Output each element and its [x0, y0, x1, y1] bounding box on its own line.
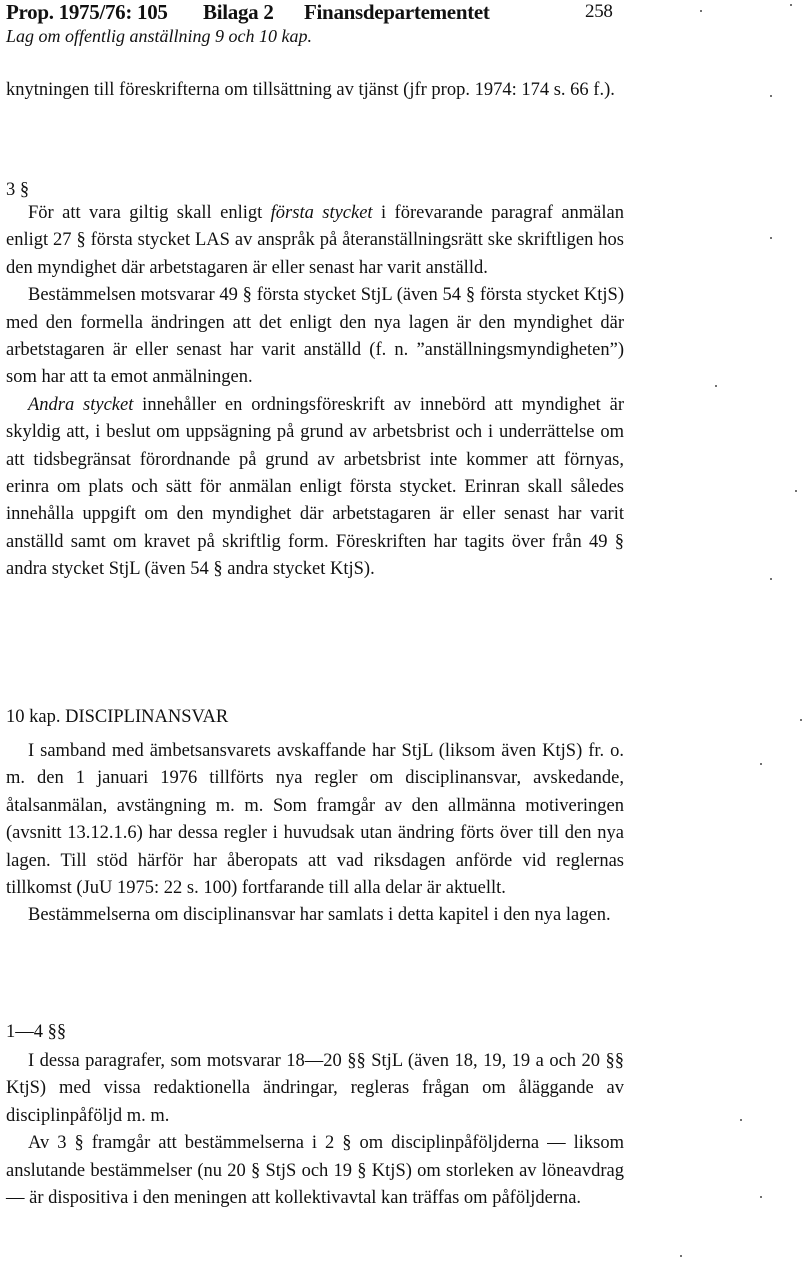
scan-speck — [790, 4, 792, 6]
emphasis-forsta-stycket: första stycket — [270, 203, 373, 223]
scan-speck — [770, 95, 772, 97]
appendix-label: Bilaga 2 — [203, 0, 274, 24]
scan-speck — [760, 1196, 762, 1198]
scan-speck — [800, 719, 802, 721]
emphasis-andra-stycket: Andra stycket — [28, 394, 134, 415]
section-3-paragraph-3 — [6, 392, 624, 584]
text-run: i förevarande paragraf anmälan enligt 27 § första stycket LAS av anspråk på återanställningsrätt ske skriftligen hos den myndighet där arbetstagaren är eller senast har varit anställd. — [6, 203, 624, 278]
scan-speck — [700, 10, 702, 12]
department-name: Finansdepartementet — [304, 0, 490, 24]
scan-speck — [740, 1119, 742, 1121]
section-heading-1-4: 1—4 §§ — [6, 1022, 67, 1042]
running-header — [6, 0, 626, 24]
section-1-4-body — [6, 1048, 624, 1212]
scan-speck — [770, 237, 772, 239]
chapter-10-paragraph-2: Bestämmelserna om disciplinansvar har samlats i detta kapitel i den nya lagen. — [28, 905, 611, 926]
scan-speck — [770, 578, 772, 580]
section-heading-3: 3 § — [6, 180, 30, 200]
scan-speck — [715, 385, 717, 387]
page-number: 258 — [585, 1, 613, 22]
intro-paragraph: knytningen till föreskrifterna om tillsättning av tjänst (jfr prop. 1974: 174 s. 66 f.). — [6, 80, 615, 100]
section-1-4-paragraph-1: I dessa paragrafer, som motsvarar 18—20 §§ StjL (även 18, 19, 19 a och 20 §§ KtjS) med vissa redaktionella ändringar, regleras frågan om åläggande av disciplinpåföljd m. m. — [6, 1051, 624, 1126]
intro-paragraph-block — [6, 77, 624, 104]
chapter-10-paragraph-1: I samband med ämbetsansvarets avskaffande har StjL (liksom även KtjS) fr. o. m. den 1 januari 1976 tillförts nya regler om disciplinansvar, avskedande, åtalsanmälan, avstängning m. m. Som framgår av den allmänna motiveringen (avsnitt 13.12.1.6) har dessa regler i huvudsak utan ändring förts över till den nya lagen. Till stöd härför har åberopats att vad riksdagen anförde vid reglernas tillkomst (JuU 1975: 22 s. 100) fortfarande till alla delar är aktuellt. — [6, 741, 624, 899]
text-run: innehåller en ordningsföreskrift av innebörd att myndighet är skyldig att, i beslut om uppsägning på grund av arbetsbrist och i underrättelse om att tidsbegränsat förordnande på grund av arbetsbrist inte kommer att förnyas, erinra om plats och sätt för anmälan enligt första stycket. Erinran skall således innehålla uppgift om den myndighet där arbetstagaren är eller senast har varit anställd samt om kravet på skriftlig form. Föreskriften har tagits över från 49 § andra stycket StjL (även 54 § andra stycket KtjS). — [6, 394, 624, 580]
scan-speck — [795, 490, 797, 492]
running-subtitle: Lag om offentlig anställning 9 och 10 kap. — [6, 26, 312, 46]
scan-speck — [680, 1255, 682, 1257]
text-run: För att vara giltig skall enligt — [28, 203, 271, 223]
section-3-body — [6, 200, 624, 584]
proposition-number: Prop. 1975/76: 105 — [6, 0, 168, 24]
scan-speck — [760, 763, 762, 765]
section-1-4-paragraph-2: Av 3 § framgår att bestämmelserna i 2 § om disciplinpåföljderna — liksom anslutande bestämmelser (nu 20 § StjS och 19 § KtjS) om storleken av löneavdrag — är dispositiva i den meningen att kollektivavtal kan träffas om påföljderna. — [6, 1133, 624, 1209]
section-3-paragraph-1 — [6, 200, 624, 282]
chapter-heading-10: 10 kap. DISCIPLINANSVAR — [6, 707, 229, 727]
section-3-paragraph-2: Bestämmelsen motsvarar 49 § första stycket StjL (även 54 § första stycket KtjS) med den formella ändringen att det enligt den nya lagen är den myndighet där arbetstagaren är eller senast har varit anställd (f. n. ”anställningsmyndigheten”) som har att ta emot anmälningen. — [6, 285, 624, 388]
chapter-10-body — [6, 738, 624, 930]
